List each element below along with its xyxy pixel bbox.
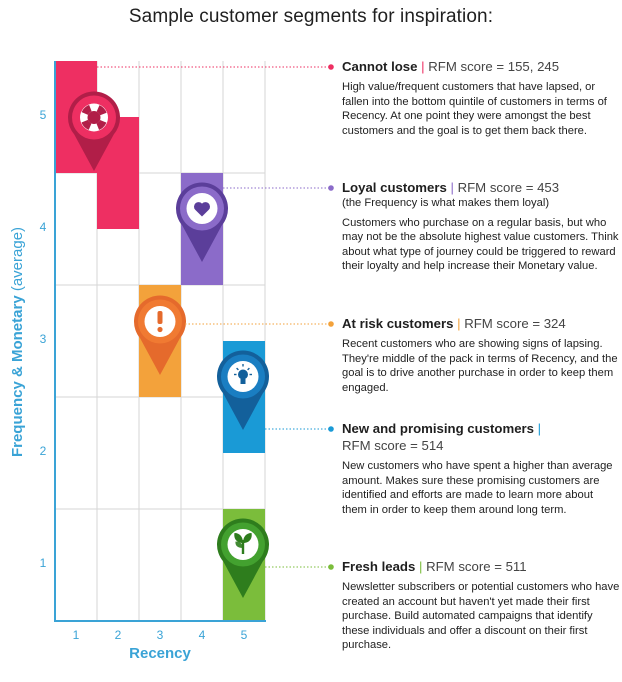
y-axis-title-main: Frequency & Monetary [9, 295, 26, 458]
segment-name: Cannot lose [342, 59, 418, 74]
y-tick-label: 5 [39, 108, 47, 122]
segment-score: RFM score = 514 [342, 438, 444, 453]
cannot-lose-dot [328, 64, 334, 70]
at-risk-dot [328, 321, 334, 327]
x-tick-label: 5 [240, 628, 248, 642]
segment-at-risk [342, 315, 620, 395]
segment-new-promising [342, 420, 620, 517]
segment-subnote: (the Frequency is what makes them loyal) [342, 197, 550, 209]
y-tick-label: 3 [39, 332, 47, 346]
segment-description: New customers who have spent a higher than average amount. Makes sure these promising customers are identified and efforts are made to learn more about them in order to keep them around long term. [342, 460, 613, 516]
y-axis-title-avg: (average) [9, 226, 26, 292]
x-tick-label: 3 [156, 628, 164, 642]
segment-name: At risk customers [342, 316, 454, 331]
segment-name: Loyal customers [342, 180, 447, 195]
segment-heading [342, 58, 620, 75]
x-axis-title: Recency [129, 645, 191, 662]
y-tick-label: 1 [39, 556, 47, 570]
x-tick-label: 4 [198, 628, 206, 642]
new-promising-dot [328, 426, 334, 432]
segment-name: New and promising customers [342, 421, 534, 436]
segment-divider: | [418, 559, 423, 574]
segment-divider: | [421, 59, 425, 74]
segment-divider: | [450, 180, 454, 195]
lifebuoy-icon [80, 104, 108, 132]
segment-name: Fresh leads [342, 559, 416, 574]
y-axis-title [9, 227, 26, 457]
fresh-leads-dot [328, 564, 334, 570]
y-tick-label: 2 [39, 444, 47, 458]
segment-loyal [342, 179, 620, 274]
segment-score: RFM score = 155, 245 [428, 59, 560, 74]
y-tick-label: 4 [39, 220, 47, 234]
segment-score: RFM score = 511 [426, 559, 527, 574]
page-title: Sample customer segments for inspiration: [128, 6, 494, 27]
x-tick-label: 1 [72, 628, 80, 642]
segment-heading [342, 558, 620, 575]
x-tick-label: 2 [114, 628, 122, 642]
exclamation-icon [157, 311, 162, 332]
segment-description: High value/frequent customers that have lapsed, or fallen into the bottom quintile of customers in terms of Recency. At one point they were amongst the best customers and the goal is to get them back there. [342, 81, 607, 137]
loyal-dot [328, 185, 334, 191]
segment-description: Customers who purchase on a regular basis, but who may not be the absolute highest value customers. Think about what type of journey could be triggered to reward their loyalty and help increase their Monetary value. [342, 216, 619, 273]
segment-heading [342, 420, 620, 454]
segment-divider: | [457, 316, 461, 331]
segment-score: RFM score = 453 [457, 180, 560, 195]
segment-heading [342, 315, 620, 332]
segment-fresh-leads [342, 558, 620, 653]
segment-score: RFM score = 324 [464, 316, 566, 331]
segment-description: Recent customers who are showing signs of lapsing. They're middle of the pack in terms of Recency, and the goal is to drive another purchase in order to keep them engaged. [342, 338, 618, 394]
segment-divider: | [537, 421, 542, 436]
segment-heading [342, 179, 620, 196]
segment-description: Newsletter subscribers or potential customers who have created an account but haven't yet made their first purchase. Build automated campaigns that identify these individuals and offer a discount on their first purchase. [342, 581, 620, 652]
segment-cannot-lose [342, 58, 620, 138]
